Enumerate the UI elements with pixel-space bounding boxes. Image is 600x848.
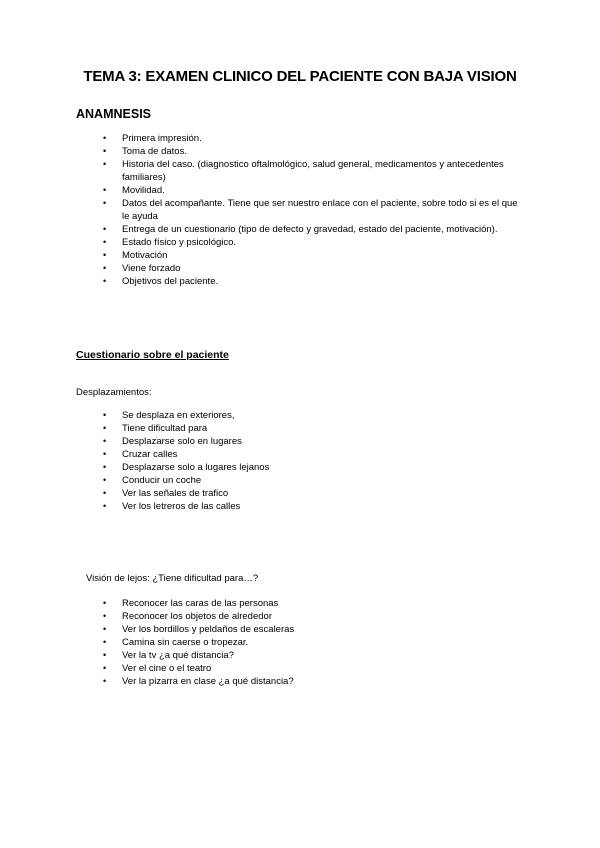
list-item-text: Reconocer las caras de las personas <box>122 598 279 609</box>
bullet-icon: • <box>103 650 107 660</box>
list-item-text: Desplazarse solo a lugares lejanos <box>122 462 270 473</box>
list-item-text: Cruzar calles <box>122 449 178 460</box>
list-item <box>103 636 403 649</box>
list-item <box>103 409 403 422</box>
list-item <box>103 662 403 675</box>
list-item-text: Historia del caso. (diagnostico oftalmológico, salud general, medicamentos y antecedentes familiares) <box>122 159 504 183</box>
bullet-icon: • <box>103 488 107 498</box>
list-item <box>103 236 523 249</box>
list-item <box>103 487 403 500</box>
bullet-icon: • <box>103 423 107 433</box>
list-item <box>103 474 403 487</box>
bullet-icon: • <box>103 624 107 634</box>
list-item <box>103 675 403 688</box>
bullet-icon: • <box>103 263 107 273</box>
bullet-icon: • <box>103 449 107 459</box>
list-item <box>103 461 403 474</box>
bullet-icon: • <box>103 250 107 260</box>
list-item <box>103 184 523 197</box>
bullet-icon: • <box>103 133 107 143</box>
bullet-icon: • <box>103 501 107 511</box>
list-item-text: Tiene dificultad para <box>122 423 208 434</box>
list-item-text: Se desplaza en exteriores, <box>122 410 235 421</box>
bullet-icon: • <box>103 198 107 208</box>
list-item-text: Viene forzado <box>122 263 181 274</box>
list-item <box>103 275 523 288</box>
list-item-text: Reconocer los objetos de alrededor <box>122 611 272 622</box>
list-item-text: Conducir un coche <box>122 475 202 486</box>
list-item-text: Ver la tv ¿a qué distancia? <box>122 650 234 661</box>
list-item <box>103 435 403 448</box>
list-item <box>103 223 523 236</box>
list-item-text: Ver la pizarra en clase ¿a qué distancia? <box>122 676 294 687</box>
list-item-text: Movilidad. <box>122 185 165 196</box>
cuestionario-heading: Cuestionario sobre el paciente <box>76 349 229 361</box>
vision-lejos-label: Visión de lejos: ¿Tiene dificultad para…? <box>86 573 259 584</box>
list-item-text: Camina sin caerse o tropezar. <box>122 637 249 648</box>
list-item-text: Ver los letreros de las calles <box>122 501 241 512</box>
list-item <box>103 597 403 610</box>
list-item <box>103 145 523 158</box>
bullet-icon: • <box>103 276 107 286</box>
list-item <box>103 158 523 184</box>
list-item <box>103 649 403 662</box>
bullet-icon: • <box>103 663 107 673</box>
bullet-icon: • <box>103 475 107 485</box>
bullet-icon: • <box>103 237 107 247</box>
bullet-icon: • <box>103 436 107 446</box>
list-item <box>103 623 403 636</box>
list-item-text: Motivación <box>122 250 168 261</box>
list-item <box>103 249 523 262</box>
list-item-text: Desplazarse solo en lugares <box>122 436 242 447</box>
anamnesis-heading: ANAMNESIS <box>76 107 152 121</box>
list-item-text: Ver los bordillos y peldaños de escaleras <box>122 624 295 635</box>
list-item-text: Entrega de un cuestionario (tipo de defecto y gravedad, estado del paciente, motivación). <box>122 224 498 235</box>
bullet-icon: • <box>103 598 107 608</box>
bullet-icon: • <box>103 637 107 647</box>
bullet-icon: • <box>103 224 107 234</box>
bullet-icon: • <box>103 146 107 156</box>
list-item-text: Estado físico y psicológico. <box>122 237 237 248</box>
list-item-text: Toma de datos. <box>122 146 187 157</box>
vision-lejos-list <box>103 597 403 688</box>
list-item-text: Datos del acompañante. Tiene que ser nuestro enlace con el paciente, sobre todo si es el que le ayuda <box>122 198 518 222</box>
list-item <box>103 448 403 461</box>
bullet-icon: • <box>103 611 107 621</box>
page-title: TEMA 3: EXAMEN CLINICO DEL PACIENTE CON BAJA VISION <box>83 68 517 85</box>
list-item <box>103 422 403 435</box>
bullet-icon: • <box>103 410 107 420</box>
bullet-icon: • <box>103 185 107 195</box>
list-item <box>103 132 523 145</box>
list-item-text: Ver las señales de trafico <box>122 488 229 499</box>
list-item-text: Objetivos del paciente. <box>122 276 219 287</box>
list-item <box>103 262 523 275</box>
anamnesis-list <box>103 132 523 288</box>
list-item-text: Ver el cine o el teatro <box>122 663 212 674</box>
list-item <box>103 197 523 223</box>
list-item-text: Primera impresión. <box>122 133 202 144</box>
bullet-icon: • <box>103 676 107 686</box>
desplazamientos-label: Desplazamientos: <box>76 387 152 398</box>
desplazamientos-list <box>103 409 403 513</box>
list-item <box>103 500 403 513</box>
bullet-icon: • <box>103 462 107 472</box>
list-item <box>103 610 403 623</box>
bullet-icon: • <box>103 159 107 169</box>
